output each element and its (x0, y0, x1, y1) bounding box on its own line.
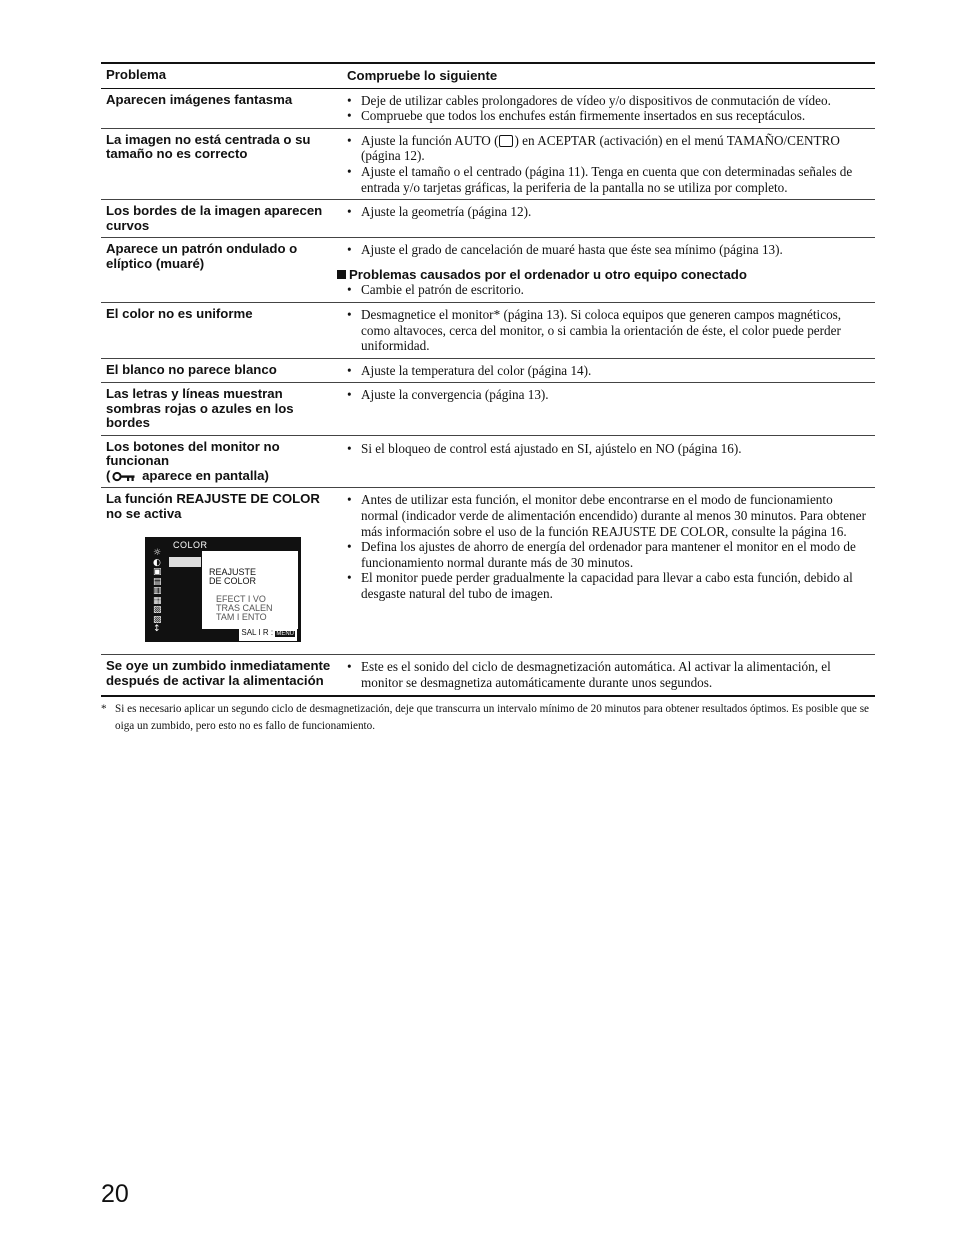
row-solutions (339, 383, 875, 435)
problem-line (106, 469, 333, 484)
header-check: Compruebe lo siguiente (347, 68, 498, 83)
table-header-row (101, 64, 875, 89)
subheading-text: Problemas causados por el ordenador u otro equipo conectado (349, 266, 747, 282)
auto-icon (499, 135, 513, 147)
list-item: • Ajuste el tamaño o el centrado (página 11). Tenga en cuenta que con determinadas señales de entrada y/o tarjetas gráficas, la periferia de la pantalla no se utiliza por completo. (347, 164, 869, 195)
list-item: • Ajuste el grado de cancelación de muaré hasta que éste sea mínimo (página 13). (347, 242, 869, 258)
row-solutions (339, 359, 875, 383)
row-problem: La imagen no está centrada o su tamaño no es correcto (106, 131, 311, 162)
row-problem: Las letras y líneas muestran sombras rojas o azules en los bordes (106, 386, 294, 431)
osd-option: TRAS CALEN (216, 603, 273, 614)
footnote (101, 701, 875, 734)
table-row (101, 129, 875, 200)
row-problem: Aparece un patrón ondulado o elíptico (muaré) (106, 241, 298, 271)
size-icon: ▣ (153, 567, 162, 578)
osd-title: COLOR (173, 540, 208, 551)
table-row (101, 488, 875, 655)
row-solutions (339, 200, 875, 237)
center-icon: ▤ (153, 576, 162, 587)
subheading (337, 267, 869, 283)
row-solutions (339, 238, 875, 302)
language-icon: ↕ (153, 624, 161, 635)
color-icon: ▦ (153, 595, 162, 606)
osd-item-line: REAJUSTE (209, 567, 257, 578)
row-solutions (339, 129, 875, 199)
table-row (101, 383, 875, 436)
list-item: • Deje de utilizar cables prolongadores de vídeo y/o dispositivos de conmutación de vídeo. (347, 93, 869, 109)
table-row (101, 89, 875, 129)
list-item: • El monitor puede perder gradualmente la capacidad para llevar a cabo esta función, debido al desgaste natural del tubo de imagen. (347, 570, 869, 601)
problem-line: Los botones del monitor no funcionan (106, 438, 280, 469)
item-text-pre: Ajuste la función AUTO ( (361, 132, 499, 148)
table-row (101, 303, 875, 359)
row-problem (101, 436, 339, 488)
osd-icon-column (153, 549, 167, 635)
problem-text: La función REAJUSTE DE COLOR no se activa (106, 491, 320, 521)
list-item: • Compruebe que todos los enchufes están firmemente insertados en sus receptáculos. (347, 108, 869, 124)
key-icon (112, 471, 136, 482)
osd-option: EFECT I VO (216, 594, 266, 605)
osd-option: TAM I ENTO (216, 612, 267, 623)
osd-menu-illustration (145, 537, 301, 642)
list-item: • Ajuste la geometría (página 12). (347, 204, 869, 220)
list-item: • Ajuste la temperatura del color (página 14). (347, 363, 869, 379)
row-problem: Aparecen imágenes fantasma (106, 91, 293, 107)
square-bullet-icon (337, 270, 346, 279)
paren-open: ( (106, 467, 111, 483)
osd-exit-key: MENU (276, 630, 294, 637)
row-problem: Se oye un zumbido inmediatamente después de activar la alimentación (106, 658, 331, 688)
osd-item-line: DE COLOR (209, 576, 257, 587)
row-solutions (339, 89, 875, 128)
header-problem: Problema (106, 67, 167, 82)
item-text-post: ) en ACEPTAR (activación) en el menú TAMAÑO/CENTRO (página 12). (361, 132, 840, 164)
row-solutions (339, 488, 875, 654)
row-problem: El blanco no parece blanco (106, 361, 277, 377)
table-row (101, 238, 875, 303)
footnote-text: Si es necesario aplicar un segundo ciclo de desmagnetización, deje que transcurra un intervalo mínimo de 20 minutos para obtener resultados óptimos. Es posible que se oiga un zumbido, pero esto no es fallo de funcionamiento. (115, 703, 870, 732)
convergence-icon: ▨ (153, 614, 162, 625)
list-item: • Desmagnetice el monitor* (página 13). Si coloca equipos que generen campos magnéticos, como altavoces, cerca del monitor, o si cambia la orientación de éste, el color puede perder uniformidad. (347, 307, 869, 354)
row-problem: El color no es uniforme (106, 305, 253, 321)
row-problem: Los bordes de la imagen aparecen curvos (106, 203, 323, 233)
list-item: • Si el bloqueo de control está ajustado en SI, ajústelo en NO (página 16). (347, 441, 869, 457)
list-item: • Cambie el patrón de escritorio. (347, 282, 869, 298)
troubleshooting-table (101, 62, 875, 697)
brightness-icon: ☼ (153, 548, 162, 559)
list-item: • Este es el sonido del ciclo de desmagnetización automática. Al activar la alimentación, el monitor se desmagnetiza automáticamente durante unos segundos. (347, 659, 869, 690)
row-problem (101, 488, 339, 654)
list-item: • Ajuste la convergencia (página 13). (347, 387, 869, 403)
footnote-mark: * (101, 703, 107, 715)
problem-line-text: aparece en pantalla) (138, 467, 269, 483)
row-solutions (339, 655, 875, 694)
osd-exit-label: SAL I R : (241, 627, 274, 637)
page-number: 20 (101, 1180, 129, 1208)
table-row (101, 436, 875, 489)
list-item: • Antes de utilizar esta función, el monitor debe encontrarse en el modo de funcionamiento normal (indicador verde de alimentación encendido) durante al menos 30 minutos. Para obtener más información sobre el uso de la función REAJUSTE DE COLOR, consulte la página 16. (347, 492, 869, 539)
table-row (101, 655, 875, 696)
options-icon: ▧ (153, 605, 162, 616)
osd-selection-bar (169, 557, 201, 567)
row-solutions (339, 436, 875, 488)
row-solutions (339, 303, 875, 358)
table-row (101, 359, 875, 384)
osd-panel (201, 550, 299, 630)
list-item (347, 133, 869, 164)
table-row (101, 200, 875, 238)
contrast-icon: ◐ (153, 557, 161, 568)
osd-exit-hint (239, 626, 297, 642)
list-item: • Defina los ajustes de ahorro de energía del ordenador para mantener el monitor en el modo de funcionamiento normal durante más de 30 minutos. (347, 539, 869, 570)
geometry-icon: ▥ (153, 586, 162, 597)
